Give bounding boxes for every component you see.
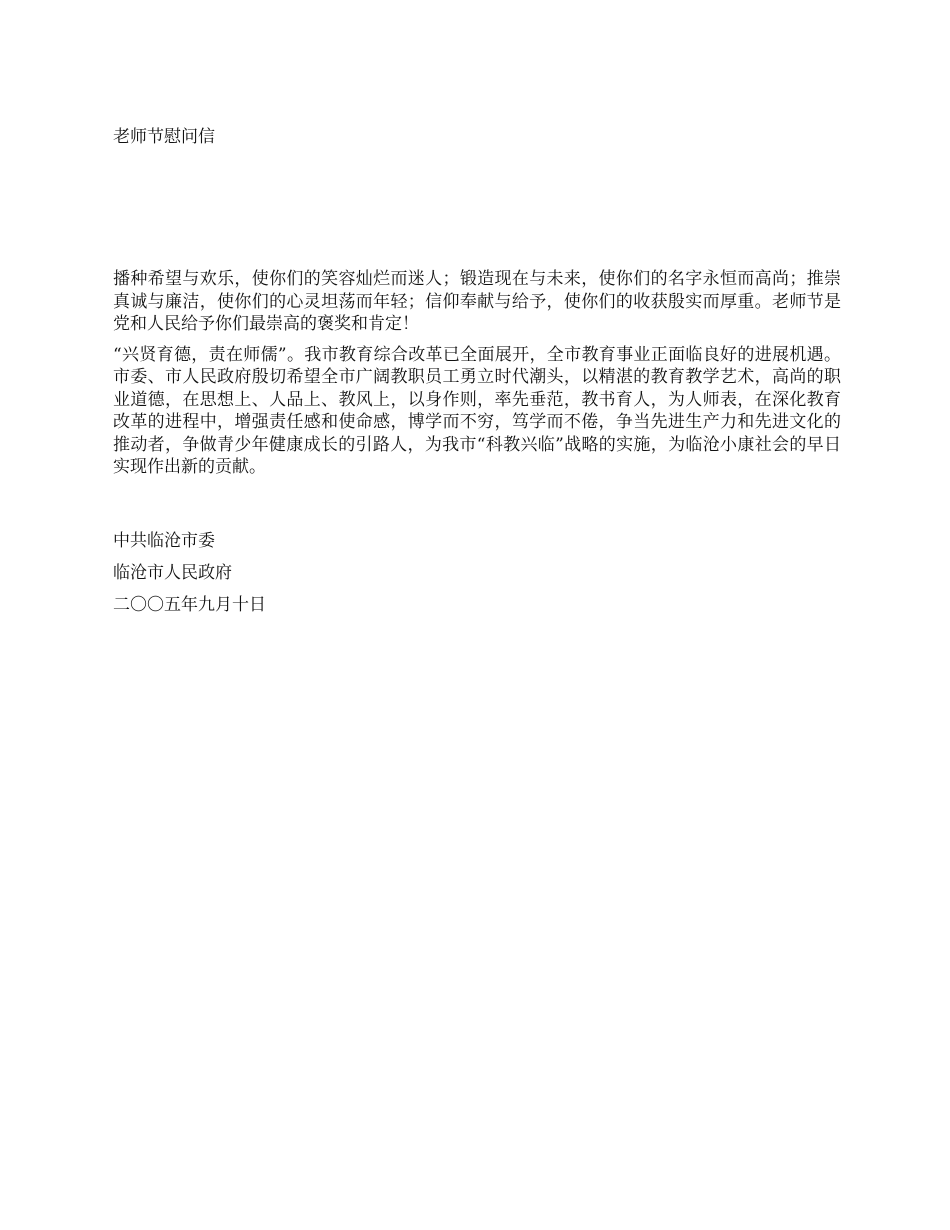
body-paragraph-1: 播种希望与欢乐，使你们的笑容灿烂而迷人；锻造现在与未来，使你们的名字永恒而高尚；推崇真诚与廉洁，使你们的心灵坦荡而年轻；信仰奉献与给予，使你们的收获殷实而厚重。老师节是党和人民给予你们最崇高的褒奖和肯定！ [113, 269, 841, 334]
letter-body [113, 268, 841, 487]
letter-title: 老师节慰问信 [113, 127, 215, 147]
body-paragraph-2: “兴贤育德，责在师儒”。我市教育综合改革已全面展开，全市教育事业正面临良好的进展机遇。市委、市人民政府殷切希望全市广阔教职员工勇立时代潮头，以精湛的教育教学艺术，高尚的职业道德，在思想上、人品上、教风上，以身作则，率先垂范，教书育人，为人师表，在深化教育改革的进程中，增强责任感和使命感，博学而不穷，笃学而不倦，争当先进生产力和先进文化的推动者，争做青少年健康成长的引路人，为我市“科教兴临”战略的实施，为临沧小康社会的早日实现作出新的贡献。 [113, 344, 841, 477]
signature-block [113, 530, 266, 626]
signature-city-committee: 中共临沧市委 [113, 531, 215, 551]
signature-city-government: 临沧市人民政府 [113, 563, 232, 583]
signature-date: 二〇〇五年九月十日 [113, 595, 266, 615]
